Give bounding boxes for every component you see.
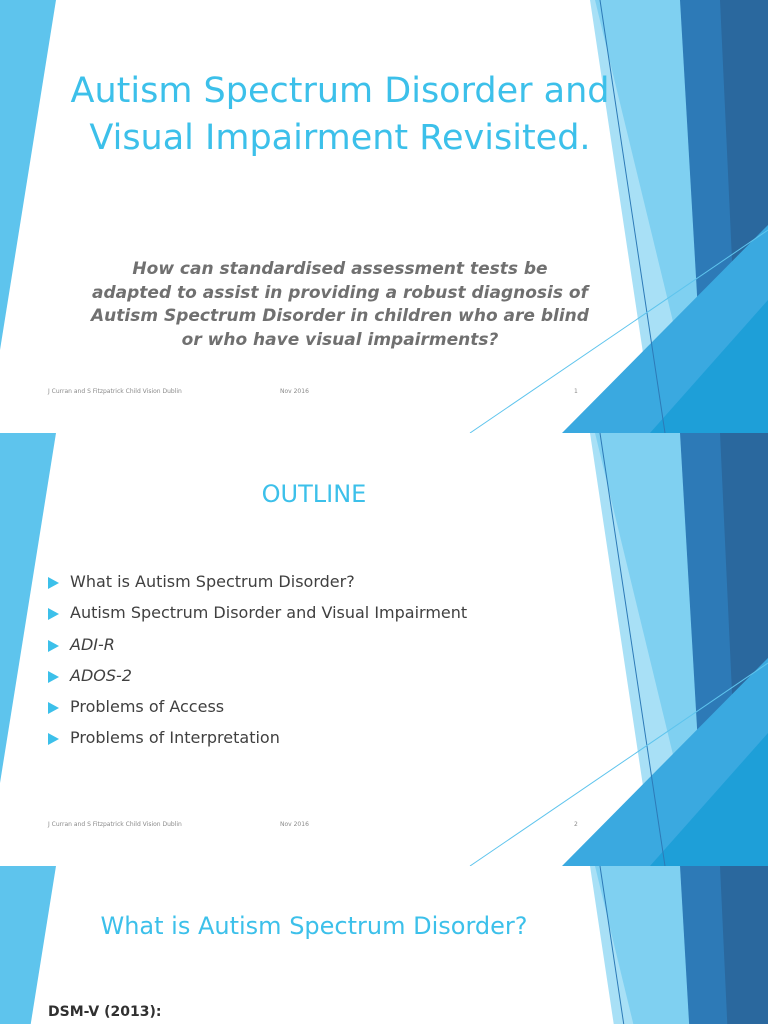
footer-date: Nov 2016	[280, 821, 309, 828]
triangle-bullet-icon	[48, 577, 59, 589]
decorative-facets	[0, 866, 768, 1024]
slide-2	[0, 433, 768, 866]
slide-title: OUTLINE	[261, 480, 367, 508]
triangle-bullet-icon	[48, 608, 59, 620]
slide-number: 2	[574, 821, 578, 828]
list-item-text: Problems of Interpretation	[70, 728, 280, 748]
list-item-text: ADI-R	[70, 634, 115, 654]
list-item-text: What is Autism Spectrum Disorder?	[70, 572, 355, 591]
list-item-text: Autism Spectrum Disorder and Visual Impairment	[70, 603, 468, 623]
footer-author: J Curran and S Fitzpatrick Child Vision Dublin	[48, 388, 182, 395]
triangle-bullet-icon	[48, 640, 59, 652]
triangle-bullet-icon	[48, 733, 59, 745]
dsm-heading: DSM-V (2013):	[48, 1004, 162, 1020]
list-item-text: Problems of Access	[70, 697, 225, 717]
slide-1	[0, 0, 768, 433]
footer-author: J Curran and S Fitzpatrick Child Vision Dublin	[48, 821, 182, 828]
triangle-bullet-icon	[48, 702, 59, 714]
footer-date: Nov 2016	[280, 388, 309, 395]
list-item-text: ADOS-2	[70, 665, 132, 685]
decorative-facets	[0, 0, 768, 433]
triangle-bullet-icon	[48, 671, 59, 683]
slide-subtitle: How can standardised assessment tests be adapted to assist in providing a robust diagnosis of Autism Spectrum Disorder in children who are blind or who have visual impairments?	[91, 259, 589, 350]
slide-number: 1	[574, 388, 578, 395]
slide-title: What is Autism Spectrum Disorder?	[100, 912, 528, 940]
slide-title: Autism Spectrum Disorder and Visual Impairment Revisited.	[70, 71, 610, 158]
slide-3	[0, 866, 768, 1024]
